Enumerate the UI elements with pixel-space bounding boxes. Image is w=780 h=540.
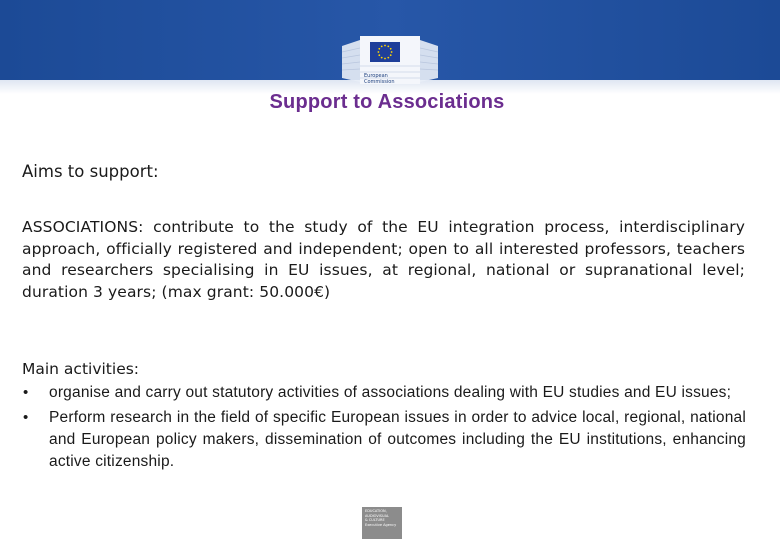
eacea-logo-line: & CULTURE	[365, 518, 385, 522]
aims-label: Aims to support:	[22, 162, 159, 181]
page-title: Support to Associations	[269, 91, 505, 113]
list-item	[22, 407, 746, 473]
associations-text: contribute to the study of the EU integration process, interdisciplinary approach, officially registered and independent; open to all interested professors, teachers and researchers specialising in EU issues, at regional, national or supranational level; duration 3 years; (max grant: 50.000€)	[22, 218, 745, 301]
logo-caption-line2: Commission	[364, 79, 395, 85]
eacea-logo-line: Executive Agency	[365, 522, 397, 527]
eacea-logo-line: EDUCATION,	[365, 509, 387, 513]
bullet-icon: •	[23, 409, 29, 426]
eacea-logo-text	[365, 509, 401, 527]
associations-paragraph	[22, 217, 745, 303]
eacea-logo-line: AUDIOVISUAL	[365, 513, 389, 518]
associations-label: ASSOCIATIONS:	[22, 218, 144, 236]
main-activities-label: Main activities:	[22, 360, 140, 378]
logo-caption	[364, 73, 424, 85]
list-item	[22, 382, 746, 404]
main-activities-list	[22, 382, 746, 476]
bullet-icon: •	[23, 384, 29, 401]
list-item-text: Perform research in the field of specific European issues in order to advice local, regional, national and European policy makers, dissemination of outcomes including the EU institutions, enhancing active citizenship.	[49, 409, 746, 470]
list-item-text: organise and carry out statutory activities of associations dealing with EU studies and EU issues;	[49, 384, 732, 401]
logo-caption-line1: European	[364, 73, 388, 79]
